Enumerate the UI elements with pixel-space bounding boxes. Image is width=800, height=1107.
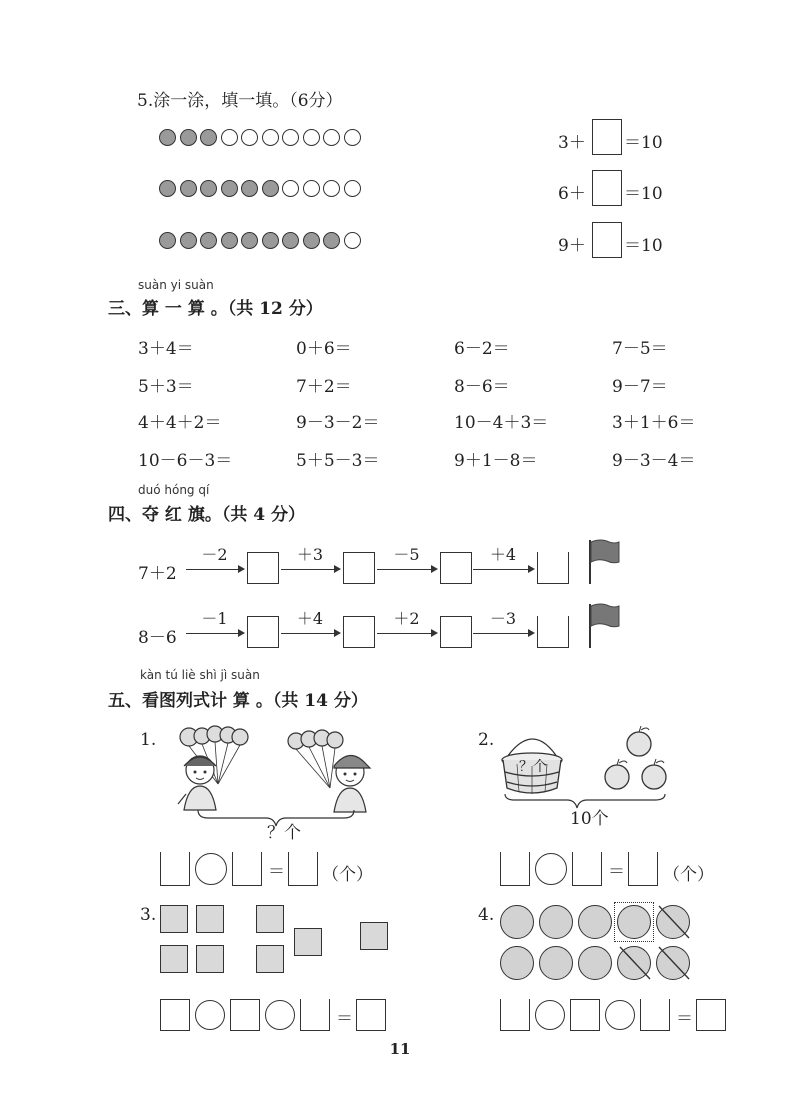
p3-number: 3. xyxy=(140,905,157,925)
p1-number: 1. xyxy=(140,730,157,750)
operation-label: ＋4 xyxy=(489,545,517,564)
answer-box[interactable] xyxy=(537,616,569,648)
answer-box[interactable] xyxy=(288,852,318,886)
operator-circle[interactable] xyxy=(195,1000,225,1030)
operation-label: －3 xyxy=(489,609,517,628)
answer-box[interactable] xyxy=(592,170,622,206)
operation-label: －5 xyxy=(393,545,420,564)
operation-label: ＋3 xyxy=(296,545,324,564)
calc-problem: 0＋6＝ xyxy=(296,339,352,359)
answer-box[interactable] xyxy=(440,616,472,648)
empty-circle xyxy=(241,129,258,146)
answer-box[interactable] xyxy=(640,999,670,1031)
filled-circle xyxy=(159,129,176,146)
answer-box[interactable] xyxy=(356,999,386,1031)
p4-number: 4. xyxy=(478,905,495,925)
answer-box[interactable] xyxy=(572,852,602,886)
operator-circle[interactable] xyxy=(535,1000,565,1030)
p2-basket-label: ？个 xyxy=(519,759,547,775)
calc-problem: 9－3－2＝ xyxy=(296,413,380,433)
s5-title: 五、看图列式计 算 。（共 14 分） xyxy=(108,691,368,711)
equation-left: 9＋ xyxy=(558,236,586,256)
answer-box[interactable] xyxy=(160,999,190,1031)
answer-box[interactable] xyxy=(592,222,622,258)
empty-circle xyxy=(262,129,279,146)
square xyxy=(360,922,388,950)
chain-start: 7＋2 xyxy=(138,564,177,584)
answer-box[interactable] xyxy=(247,616,279,648)
s4-title: 四、夺 红 旗。（共 4 分） xyxy=(108,505,306,525)
filled-circle xyxy=(241,180,258,197)
operation-label: －1 xyxy=(201,609,228,628)
equation-left: 6＋ xyxy=(558,184,586,204)
filled-circle xyxy=(159,232,176,249)
operation-label: －2 xyxy=(201,545,228,564)
equation-right: ＝10 xyxy=(624,133,663,153)
empty-circle xyxy=(303,180,320,197)
filled-circle xyxy=(200,129,217,146)
answer-box[interactable] xyxy=(343,552,375,584)
equals-sign: ＝ xyxy=(268,862,285,882)
operator-circle[interactable] xyxy=(535,853,567,885)
calc-problem: 6－2＝ xyxy=(454,339,510,359)
answer-box[interactable] xyxy=(696,999,726,1031)
calc-problem: 9－7＝ xyxy=(612,377,668,397)
answer-box[interactable] xyxy=(343,616,375,648)
square xyxy=(196,945,224,973)
filled-circle xyxy=(180,180,197,197)
filled-circle xyxy=(221,232,238,249)
empty-circle xyxy=(344,180,361,197)
filled-circle xyxy=(180,232,197,249)
s3-title: 三、算 一 算 。（共 12 分） xyxy=(108,299,323,319)
empty-circle xyxy=(344,232,361,249)
calc-problem: 8－6＝ xyxy=(454,377,510,397)
calc-problem: 10－4＋3＝ xyxy=(454,413,549,433)
chain-start: 8－6 xyxy=(138,628,177,648)
circle xyxy=(539,905,573,939)
p1-unit: （个） xyxy=(322,865,373,885)
answer-box[interactable] xyxy=(160,852,190,886)
answer-box[interactable] xyxy=(232,852,262,886)
p2-unit: （个） xyxy=(663,865,714,885)
filled-circle xyxy=(200,180,217,197)
operator-circle[interactable] xyxy=(605,1000,635,1030)
square xyxy=(256,905,284,933)
filled-circle xyxy=(200,232,217,249)
filled-circle xyxy=(282,232,299,249)
dotted-frame xyxy=(614,902,654,942)
answer-box[interactable] xyxy=(570,999,600,1031)
operation-label: ＋2 xyxy=(393,609,420,628)
square xyxy=(256,945,284,973)
empty-circle xyxy=(303,129,320,146)
filled-circle xyxy=(241,232,258,249)
answer-box[interactable] xyxy=(500,852,530,886)
empty-circle xyxy=(323,180,340,197)
operation-label: ＋4 xyxy=(296,609,324,628)
empty-circle xyxy=(282,129,299,146)
empty-circle xyxy=(282,180,299,197)
circle xyxy=(539,946,573,980)
s3-pinyin: suàn yi suàn xyxy=(138,278,214,292)
answer-box[interactable] xyxy=(537,552,569,584)
empty-circle xyxy=(344,129,361,146)
equals-sign: ＝ xyxy=(608,862,625,882)
square xyxy=(160,945,188,973)
p2-number: 2. xyxy=(478,730,495,750)
answer-box[interactable] xyxy=(247,552,279,584)
page-number: 11 xyxy=(389,1040,411,1058)
square xyxy=(160,905,188,933)
calc-problem: 10－6－3＝ xyxy=(138,451,233,471)
answer-box[interactable] xyxy=(230,999,260,1031)
calc-problem: 3＋4＝ xyxy=(138,339,194,359)
answer-box[interactable] xyxy=(500,999,530,1031)
calc-problem: 5＋3＝ xyxy=(138,377,194,397)
cross-out-line xyxy=(653,943,693,983)
arrow xyxy=(281,569,339,570)
filled-circle xyxy=(323,232,340,249)
arrow xyxy=(473,633,533,634)
arrow xyxy=(186,569,243,570)
filled-circle xyxy=(303,232,320,249)
arrow xyxy=(377,633,436,634)
circle xyxy=(500,946,534,980)
calc-problem: 7＋2＝ xyxy=(296,377,352,397)
calc-problem: 4＋4＋2＝ xyxy=(138,413,222,433)
square xyxy=(196,905,224,933)
equals-sign: ＝ xyxy=(336,1009,353,1029)
calc-problem: 3＋1＋6＝ xyxy=(612,413,696,433)
answer-box[interactable] xyxy=(628,852,658,886)
calc-problem: 5＋5－3＝ xyxy=(296,451,380,471)
q5-title: 5.涂一涂，填一填。（6分） xyxy=(137,91,343,111)
equation-right: ＝10 xyxy=(624,184,663,204)
operator-circle[interactable] xyxy=(195,853,227,885)
s4-pinyin: duó hóng qí xyxy=(138,483,210,497)
filled-circle xyxy=(221,180,238,197)
filled-circle xyxy=(262,232,279,249)
empty-circle xyxy=(323,129,340,146)
calc-problem: 9＋1－8＝ xyxy=(454,451,538,471)
circle xyxy=(578,946,612,980)
filled-circle xyxy=(262,180,279,197)
calc-problem: 7－5＝ xyxy=(612,339,668,359)
p2-brace-label: 10个 xyxy=(570,809,609,829)
p1-brace-label: ？个 xyxy=(267,823,301,843)
answer-box[interactable] xyxy=(300,999,330,1031)
equation-left: 3＋ xyxy=(558,133,586,153)
s5-pinyin: kàn tú liè shì jì suàn xyxy=(140,668,260,682)
equation-right: ＝10 xyxy=(624,236,663,256)
red-flag-icon xyxy=(587,602,621,648)
circle xyxy=(578,905,612,939)
arrow xyxy=(377,569,436,570)
answer-box[interactable] xyxy=(592,119,622,155)
calc-problem: 9－3－4＝ xyxy=(612,451,696,471)
red-flag-icon xyxy=(587,538,621,584)
square xyxy=(294,928,322,956)
arrow xyxy=(186,633,243,634)
arrow xyxy=(281,633,339,634)
empty-circle xyxy=(221,129,238,146)
cross-out-line xyxy=(614,943,654,983)
filled-circle xyxy=(159,180,176,197)
filled-circle xyxy=(180,129,197,146)
arrow xyxy=(473,569,533,570)
operator-circle[interactable] xyxy=(265,1000,295,1030)
cross-out-line xyxy=(653,902,693,942)
answer-box[interactable] xyxy=(440,552,472,584)
equals-sign: ＝ xyxy=(676,1009,693,1029)
circle xyxy=(500,905,534,939)
